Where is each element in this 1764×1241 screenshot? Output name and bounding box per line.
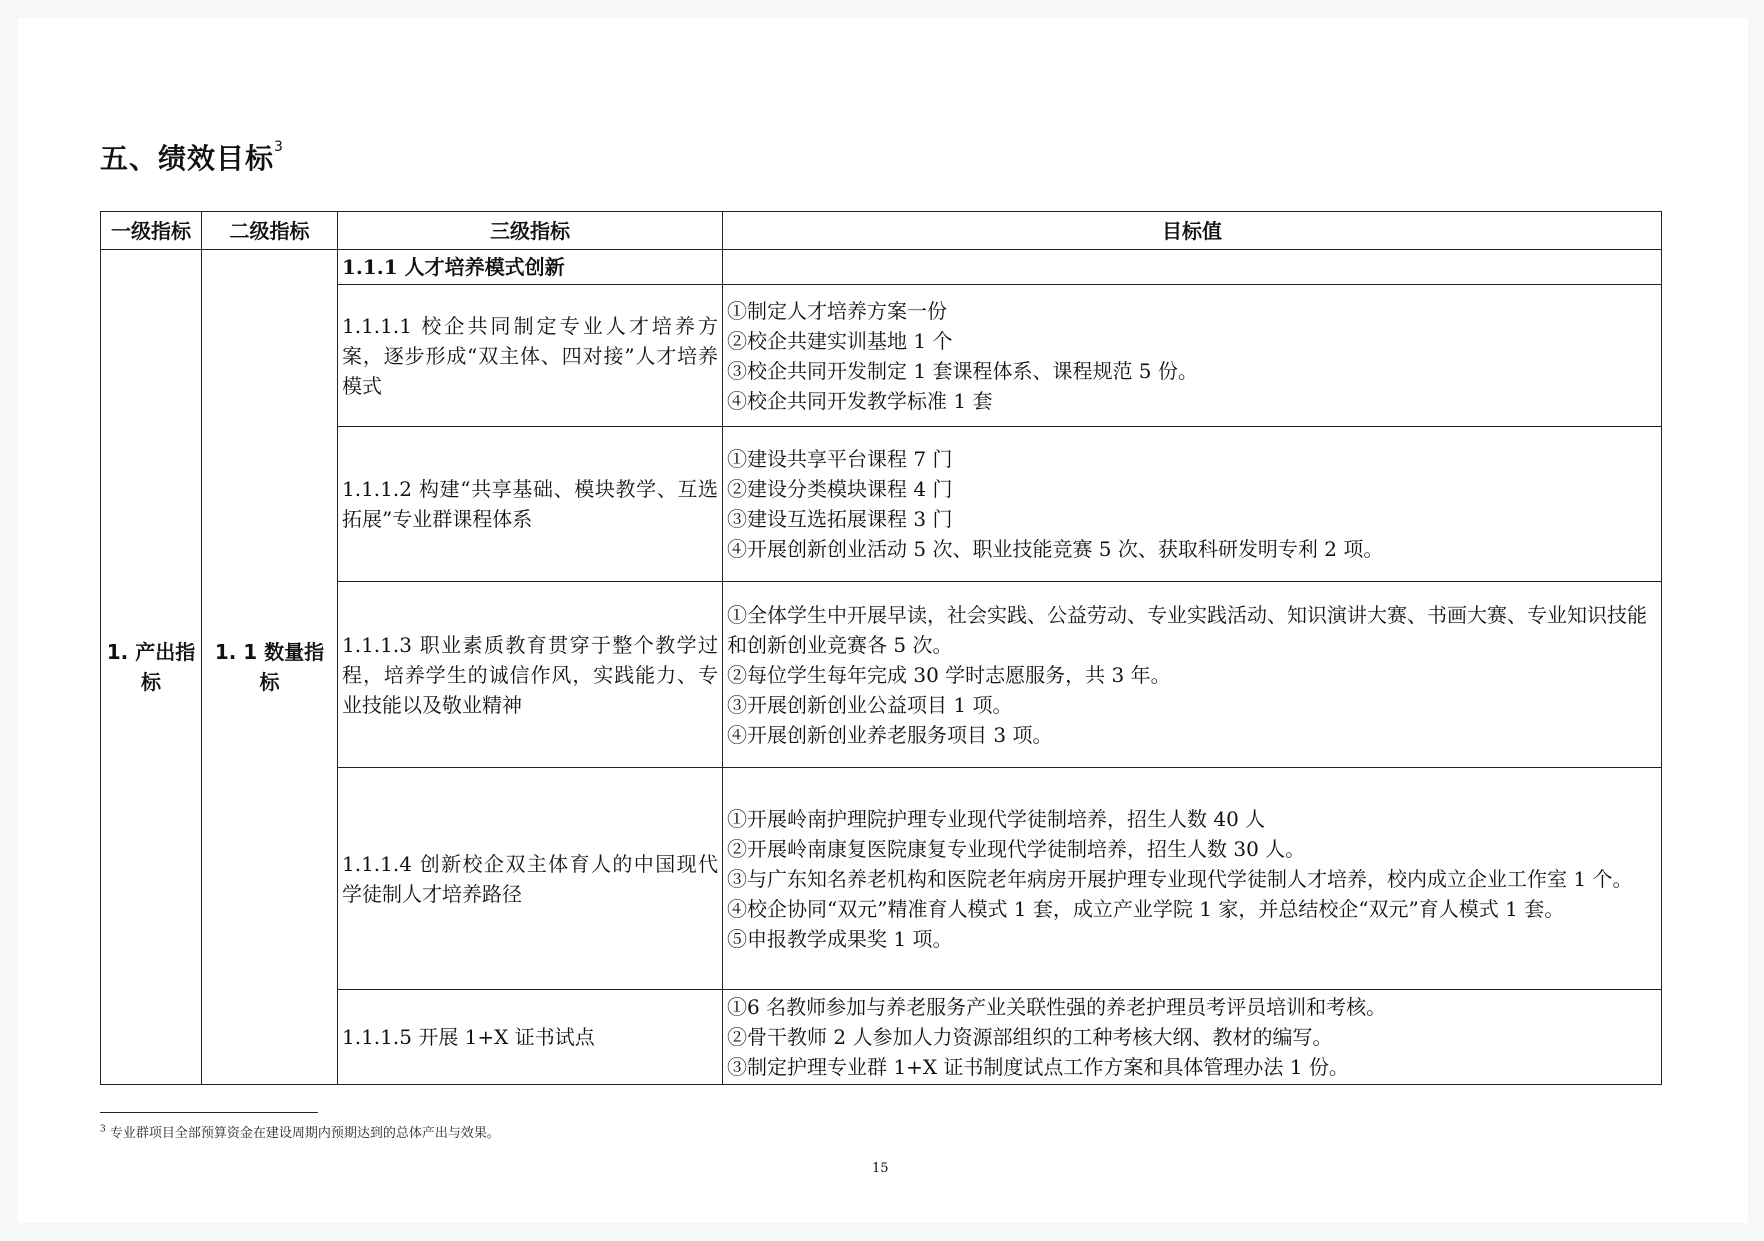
header-target-value: 目标值 bbox=[723, 212, 1662, 250]
header-level1: 一级指标 bbox=[101, 212, 202, 250]
target-cell bbox=[723, 285, 1662, 427]
target-item: ①制定人才培养方案一份 bbox=[727, 298, 947, 323]
indicator-cell: 1.1.1.5 开展 1+X 证书试点 bbox=[338, 990, 723, 1085]
level2-indicator-cell: 1. 1 数量指标 bbox=[202, 250, 338, 1085]
target-item: ③建设互选拓展课程 3 门 bbox=[727, 507, 953, 531]
target-item: ②每位学生每年完成 30 学时志愿服务，共 3 年。 bbox=[727, 662, 1171, 687]
section-row bbox=[101, 250, 1662, 285]
performance-goals-table bbox=[100, 211, 1662, 1085]
section-empty-cell bbox=[723, 250, 1662, 285]
target-cell bbox=[723, 582, 1662, 768]
level1-indicator-cell: 1. 产出指标 bbox=[101, 250, 202, 1085]
target-item: ①6 名教师参加与养老服务产业关联性强的养老护理员考评员培训和考核。 bbox=[727, 995, 1387, 1019]
header-level2: 二级指标 bbox=[202, 212, 338, 250]
target-item: ⑤申报教学成果奖 1 项。 bbox=[727, 926, 953, 951]
target-item: ③开展创新创业公益项目 1 项。 bbox=[727, 692, 1013, 717]
page-number: 15 bbox=[872, 1161, 889, 1176]
indicator-cell: 1.1.1.3 职业素质教育贯穿于整个教学过程，培养学生的诚信作风，实践能力、专业技能以及敬业精神 bbox=[338, 582, 723, 768]
footnote-number: 3 bbox=[100, 1124, 106, 1135]
target-item: ④校企协同“双元”精准育人模式 1 套，成立产业学院 1 家，并总结校企“双元”育人模式 1 套。 bbox=[727, 896, 1565, 921]
indicator-cell: 1.1.1.1 校企共同制定专业人才培养方案，逐步形成“双主体、四对接”人才培养模式 bbox=[338, 285, 723, 427]
target-item: ②骨干教师 2 人参加人力资源部组织的工种考核大纲、教材的编写。 bbox=[727, 1025, 1333, 1049]
target-item: ①全体学生中开展早读，社会实践、公益劳动、专业实践活动、知识演讲大赛、书画大赛、专业知识技能和创新创业竞赛各 5 次。 bbox=[727, 602, 1647, 657]
indicator-cell: 1.1.1.2 构建“共享基础、模块教学、互选拓展”专业群课程体系 bbox=[338, 427, 723, 582]
footnote bbox=[100, 1122, 500, 1141]
target-item: ①开展岭南护理院护理专业现代学徒制培养，招生人数 40 人 bbox=[727, 806, 1266, 831]
target-cell bbox=[723, 427, 1662, 582]
target-item: ④校企共同开发教学标准 1 套 bbox=[727, 388, 993, 413]
target-item: ①建设共享平台课程 7 门 bbox=[727, 447, 953, 471]
footnote-text: 专业群项目全部预算资金在建设周期内预期达到的总体产出与效果。 bbox=[109, 1126, 500, 1141]
target-item: ④开展创新创业养老服务项目 3 项。 bbox=[727, 722, 1053, 747]
target-item: ③制定护理专业群 1+X 证书制度试点工作方案和具体管理办法 1 份。 bbox=[727, 1055, 1349, 1079]
target-item: ③与广东知名养老机构和医院老年病房开展护理专业现代学徒制人才培养，校内成立企业工作室 1 个。 bbox=[727, 866, 1633, 891]
target-item: ④开展创新创业活动 5 次、职业技能竞赛 5 次、获取科研发明专利 2 项。 bbox=[727, 537, 1384, 561]
heading-text: 五、绩效目标 bbox=[100, 142, 275, 175]
section-title-cell: 1.1.1 人才培养模式创新 bbox=[338, 250, 723, 285]
target-item: ②建设分类模块课程 4 门 bbox=[727, 477, 953, 501]
section-heading bbox=[100, 137, 284, 177]
footnote-marker: 3 bbox=[274, 139, 284, 155]
target-item: ②开展岭南康复医院康复专业现代学徒制培养，招生人数 30 人。 bbox=[727, 836, 1306, 861]
target-item: ③校企共同开发制定 1 套课程体系、课程规范 5 份。 bbox=[727, 358, 1198, 383]
footnote-divider bbox=[100, 1112, 318, 1113]
target-item: ②校企共建实训基地 1 个 bbox=[727, 328, 953, 353]
indicator-cell: 1.1.1.4 创新校企双主体育人的中国现代学徒制人才培养路径 bbox=[338, 768, 723, 990]
target-cell bbox=[723, 768, 1662, 990]
header-level3: 三级指标 bbox=[338, 212, 723, 250]
table-header-row bbox=[101, 212, 1662, 250]
target-cell bbox=[723, 990, 1662, 1085]
